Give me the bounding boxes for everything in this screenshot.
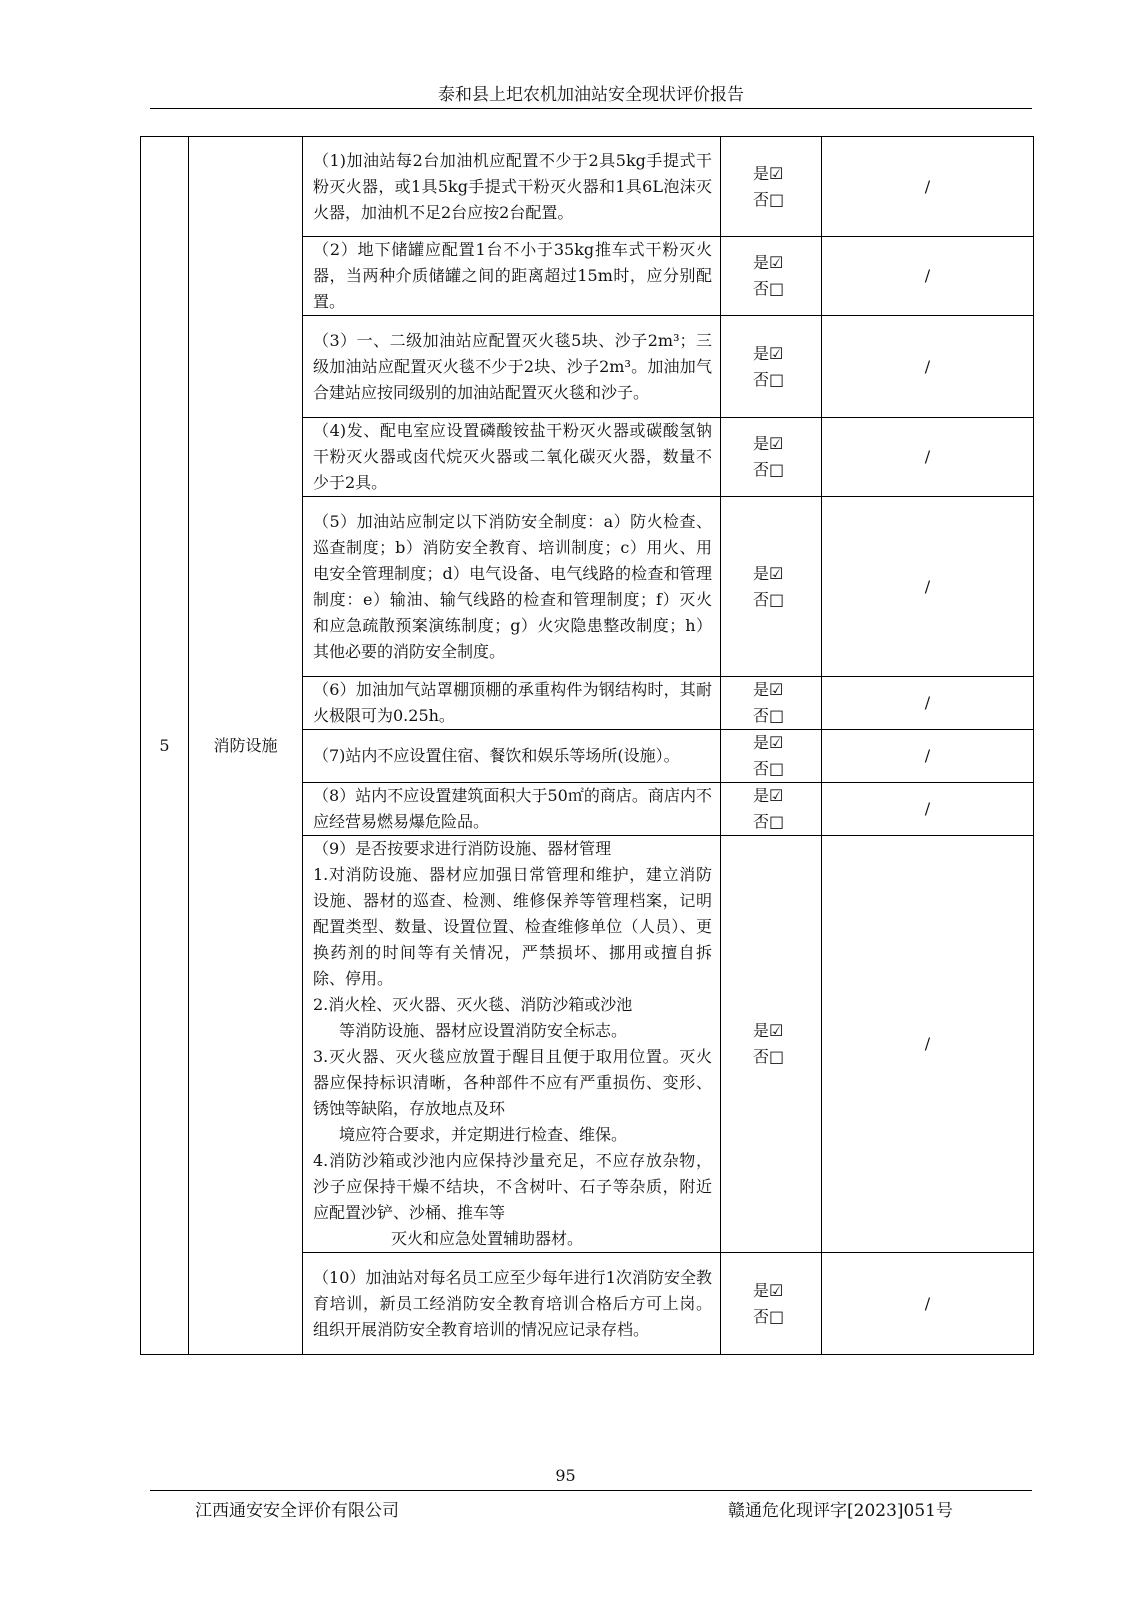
page-number: 95 [555,1466,576,1485]
remark-cell: / [822,237,1034,316]
requirement-cell [303,497,721,677]
yes-checkbox: 是☑ [753,1021,784,1040]
yes-checkbox: 是☑ [753,680,784,699]
result-cell [721,783,822,836]
no-checkbox: 否□ [753,1047,785,1066]
remark-cell: / [822,730,1034,783]
requirement-cell [303,137,721,237]
requirement-cell [303,836,721,1253]
requirement-cell [303,237,721,316]
requirement-text: （6）加油加气站罩棚顶棚的承重构件为钢结构时，其耐火极限可为0.25h。 [313,680,712,725]
yes-checkbox: 是☑ [753,343,784,363]
company-name: 江西通安安全评价有限公司 [195,1501,399,1521]
requirement-text: （9）是否按要求进行消防设施、器材管理 [313,839,612,858]
result-cell [721,677,822,730]
remark-cell: / [822,677,1034,730]
result-cell [721,137,822,237]
no-checkbox: 否□ [753,189,785,209]
result-cell [721,237,822,316]
result-cell [721,836,822,1253]
requirement-text: 2.消火栓、灭火器、灭火毯、消防沙箱或沙池 [313,995,633,1014]
requirement-text: （5）加油站应制定以下消防安全制度：a）防火检查、巡查制度；b）消防安全教育、培训制度；c）用火、用电安全管理制度；d）电气设备、电气线路的检查和管理制度：e）输油、输气线路的检查和管理制度；f）灭火和应急疏散预案演练制度；g）火灾隐患整改制度；h）其他必要的消防安全制度。 [313,511,712,661]
no-checkbox: 否□ [753,460,785,479]
no-checkbox: 否□ [753,589,785,609]
requirement-cell [303,730,721,783]
result-cell [721,316,822,418]
requirement-text: （10）加油站对每名员工应至少每年进行1次消防安全教育培训，新员工经消防安全教育培训合格后方可上岗。组织开展消防安全教育培训的情况应记录存档。 [313,1267,712,1339]
requirement-text: （4)发、配电室应设置磷酸铵盐干粉灭火器或碳酸氢钠干粉灭火器或卤代烷灭火器或二氧化碳灭火器，数量不少于2具。 [313,421,712,492]
requirement-text: 等消防设施、器材应设置消防安全标志。 [339,1021,628,1040]
remark-cell: / [822,418,1034,497]
remark-cell: / [822,497,1034,677]
result-cell [721,1253,822,1355]
requirement-text: 3.灭火器、灭火毯应放置于醒目且便于取用位置。灭火器应保持标识清晰，各种部件不应有严重损伤、变形、锈蚀等缺陷，存放地点及环 [313,1047,712,1118]
result-cell [721,730,822,783]
requirement-text: 1.对消防设施、器材应加强日常管理和维护，建立消防设施、器材的巡查、检测、维修保养等管理档案，记明配置类型、数量、设置位置、检查维修单位（人员）、更换药剂的时间等有关情况，严禁损坏、挪用或擅自拆除、停用。 [313,865,712,988]
requirement-cell [303,783,721,836]
yes-checkbox: 是☑ [753,1280,784,1300]
requirement-cell [303,1253,721,1355]
result-cell [721,418,822,497]
no-checkbox: 否□ [753,369,785,389]
requirement-text: （3）一、二级加油站应配置灭火毯5块、沙子2m³；三级加油站应配置灭火毯不少于2块、沙子2m³。加油加气合建站应按同级别的加油站配置灭火毯和沙子。 [313,330,712,402]
yes-checkbox: 是☑ [753,733,784,752]
yes-checkbox: 是☑ [753,786,784,805]
no-checkbox: 否□ [753,1306,785,1326]
requirement-cell [303,677,721,730]
result-cell [721,497,822,677]
yes-checkbox: 是☑ [753,434,784,453]
requirement-cell [303,316,721,418]
remark-cell: / [822,316,1034,418]
no-checkbox: 否□ [753,706,785,725]
no-checkbox: 否□ [753,279,785,298]
inspection-checklist-table [140,136,1034,1355]
requirement-text: 境应符合要求，并定期进行检查、维保。 [339,1125,628,1144]
requirement-text: （1)加油站每2台加油机应配置不少于2具5kg手提式干粉灭火器，或1具5kg手提式干粉灭火器和1具6L泡沫灭火器，加油机不足2台应按2台配置。 [313,150,712,222]
remark-cell: / [822,1253,1034,1355]
yes-checkbox: 是☑ [753,253,784,272]
remark-cell: / [822,137,1034,237]
row-number-cell: 5 [141,137,189,1355]
no-checkbox: 否□ [753,812,785,831]
requirement-text: （2）地下储罐应配置1台不小于35kg推车式干粉灭火器，当两种介质储罐之间的距离超过15m时，应分别配置。 [313,240,712,311]
requirement-text: （8）站内不应设置建筑面积大于50㎡的商店。商店内不应经营易燃易爆危险品。 [313,786,712,831]
requirement-text: （7)站内不应设置住宿、餐饮和娱乐等场所(设施）。 [313,746,680,765]
table-row [141,137,1034,237]
report-number: 赣通危化现评字[2023]051号 [728,1501,953,1521]
yes-checkbox: 是☑ [753,563,784,583]
no-checkbox: 否□ [753,759,785,778]
category-cell: 消防设施 [189,137,303,1355]
yes-checkbox: 是☑ [753,163,784,183]
requirement-text: 灭火和应急处置辅助器材。 [391,1229,584,1248]
footer-divider [150,1490,1032,1491]
header-divider [150,108,1032,109]
remark-cell: / [822,836,1034,1253]
requirement-cell [303,418,721,497]
requirement-text: 4.消防沙箱或沙池内应保持沙量充足，不应存放杂物，沙子应保持干燥不结块，不含树叶、石子等杂质，附近应配置沙铲、沙桶、推车等 [313,1151,712,1222]
report-header-title: 泰和县上圯农机加油站安全现状评价报告 [438,85,744,105]
remark-cell: / [822,783,1034,836]
